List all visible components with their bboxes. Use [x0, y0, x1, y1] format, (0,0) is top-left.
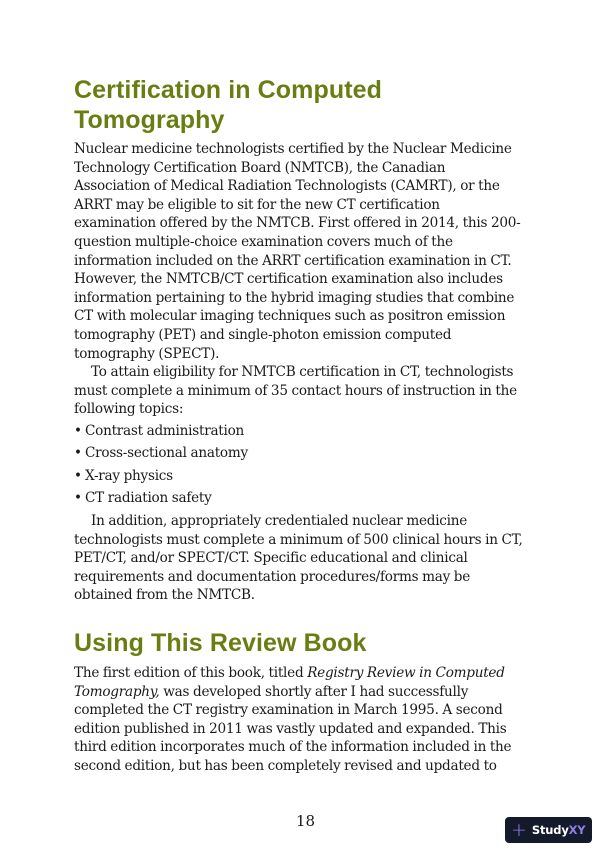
paragraph-book-history — [74, 664, 511, 776]
list-item — [74, 487, 248, 509]
text-line: completed the CT registry examination in March 1995. A second — [74, 702, 503, 719]
list-item-text: X-ray physics — [85, 467, 173, 484]
list-item-text: Contrast administration — [85, 423, 245, 439]
text-line: technologists must complete a minimum of 500 clinical hours in CT, — [74, 531, 523, 548]
text-line: Association of Medical Radiation Technologists (CAMRT), or the — [74, 178, 500, 195]
text-line: examination offered by the NMTCB. First offered in 2014, this 200- — [74, 215, 521, 232]
text-line: ARRT may be eligible to sit for the new CT certification — [74, 196, 440, 213]
text-line: information included on the ARRT certification examination in CT. — [74, 252, 512, 269]
text-line: Nuclear medicine technologists certified by the Nuclear Medicine — [74, 141, 512, 157]
plus-icon: + — [511, 819, 527, 841]
brand-accent: XY — [568, 823, 586, 837]
bullet-icon: • — [74, 467, 82, 484]
text-line: However, the NMTCB/CT certification examination also includes — [74, 271, 503, 288]
studyxy-badge[interactable] — [505, 817, 592, 843]
text-line: requirements and documentation procedures/forms may be — [74, 568, 471, 585]
bullet-icon: • — [74, 489, 82, 506]
text-line: tomography (PET) and single-photon emission computed — [74, 326, 452, 343]
text-line: PET/CT, and/or SPECT/CT. Specific educational and clinical — [74, 550, 468, 567]
text-line: In addition, appropriately credentialed nuclear medicine — [91, 513, 468, 529]
text-line: CT with molecular imaging techniques such as positron emission — [74, 308, 506, 325]
book-title-italic: Tomography, — [74, 683, 160, 700]
text-line: following topics: — [74, 401, 184, 418]
text-line: information pertaining to the hybrid imaging studies that combine — [74, 289, 515, 306]
bullet-icon: • — [74, 423, 82, 439]
list-item-text: CT radiation safety — [85, 489, 212, 506]
heading-line: Certification in Computed — [74, 76, 383, 104]
page-number: 18 — [296, 812, 316, 830]
paragraph-nmtcb-eligibility — [74, 140, 521, 363]
brand-main: Study — [531, 823, 569, 837]
paragraph-clinical-hours — [74, 512, 523, 605]
section-heading-certification — [74, 75, 474, 135]
text-line — [74, 683, 511, 702]
list-item-text: Cross-sectional anatomy — [85, 445, 248, 462]
text-line — [74, 664, 511, 683]
text-line: To attain eligibility for NMTCB certification in CT, technologists — [91, 364, 514, 380]
list-item — [74, 442, 248, 464]
text-line: third edition incorporates much of the information included in the — [74, 739, 512, 756]
paragraph-contact-hours — [74, 363, 517, 419]
book-title-italic: Registry Review in Computed — [307, 665, 505, 681]
heading-line: Tomography — [74, 106, 225, 134]
text-line: Technology Certification Board (NMTCB), the Canadian — [74, 159, 446, 176]
text-fragment: The first edition of this book, titled — [74, 665, 308, 681]
text-line: must complete a minimum of 35 contact hours of instruction in the — [74, 382, 517, 399]
text-line: question multiple-choice examination covers much of the — [74, 233, 453, 250]
text-line: tomography (SPECT). — [74, 345, 220, 362]
list-item — [74, 465, 248, 487]
text-line: obtained from the NMTCB. — [74, 587, 255, 604]
section-heading-using-this-book: Using This Review Book — [74, 629, 367, 657]
bullet-icon: • — [74, 445, 82, 462]
brand-logo-text — [532, 823, 586, 837]
text-line: second edition, but has been completely revised and updated to — [74, 757, 497, 774]
text-line: edition published in 2011 was vastly updated and expanded. This — [74, 720, 507, 737]
text-fragment: was developed shortly after I had successfully — [159, 683, 469, 700]
list-item — [74, 420, 248, 442]
topics-list — [74, 420, 248, 509]
